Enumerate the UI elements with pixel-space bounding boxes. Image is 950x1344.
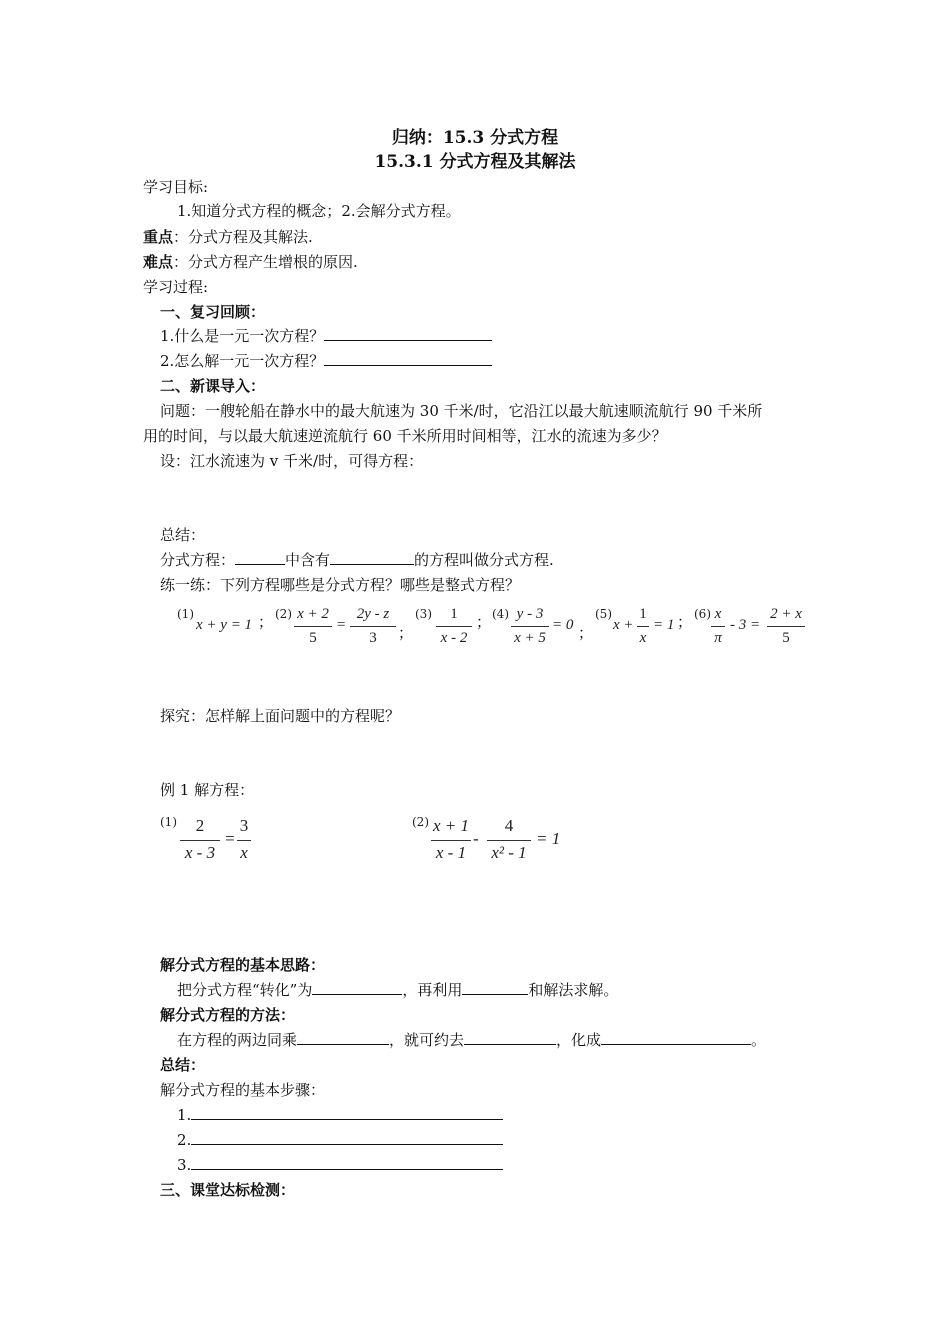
practice-eq4-bar bbox=[511, 626, 549, 627]
practice-eq2-eq: = bbox=[336, 617, 347, 633]
example-eq1-num-right: 3 bbox=[239, 816, 249, 835]
idea-part-2: ，再利用 bbox=[402, 981, 463, 999]
practice-eq6-den-left: π bbox=[714, 630, 722, 646]
summary2-heading: 总结： bbox=[160, 1056, 206, 1074]
example-eq2-label: (2) bbox=[412, 815, 429, 829]
example-eq1-bar-right bbox=[237, 840, 251, 841]
idea-text bbox=[177, 979, 618, 1001]
method-part-3: ，化成 bbox=[556, 1031, 602, 1049]
def-blank-1 bbox=[235, 550, 285, 565]
review-q2-blank bbox=[324, 351, 492, 366]
practice-eq2-bar-right bbox=[350, 626, 396, 627]
practice-eq5-den: x bbox=[639, 630, 647, 646]
step-2-num: 2. bbox=[177, 1131, 192, 1149]
example-eq1-den-right: x bbox=[240, 843, 248, 862]
title-line-2: 15.3.1 分式方程及其解法 bbox=[374, 152, 576, 172]
practice-eq2-sep: ； bbox=[398, 624, 414, 642]
practice-text: 练一练：下列方程哪些是分式方程？哪些是整式方程？ bbox=[160, 576, 521, 594]
practice-eq6-num-left: x bbox=[714, 606, 722, 622]
def-part-2: 中含有 bbox=[285, 551, 331, 569]
example-eq2-rhs: = 1 bbox=[536, 829, 561, 848]
practice-eq2-bar-left bbox=[294, 626, 332, 627]
idea-blank-2 bbox=[462, 980, 528, 995]
idea-heading: 解分式方程的基本思路： bbox=[160, 956, 326, 974]
def-part-1: 分式方程： bbox=[160, 551, 236, 569]
review-q2-text: 2.怎么解一元一次方程？ bbox=[160, 352, 325, 370]
step-3-blank bbox=[191, 1155, 503, 1170]
example-eq2-den-left: x - 1 bbox=[435, 843, 467, 862]
practice-eq5-label: (5) bbox=[595, 607, 612, 621]
step-1-blank bbox=[191, 1105, 503, 1120]
example-eq2-bar-left bbox=[431, 840, 471, 841]
idea-blank-1 bbox=[312, 980, 402, 995]
example-eq1-eq: = bbox=[224, 829, 236, 848]
practice-eq6-den-right: 5 bbox=[782, 630, 790, 646]
review-q1-text: 1.什么是一元一次方程？ bbox=[160, 327, 325, 345]
practice-eq2-num-right: 2y - z bbox=[356, 606, 390, 622]
goals-label: 学习目标: bbox=[143, 178, 209, 196]
idea-part-1: 把分式方程“转化”为 bbox=[177, 981, 313, 999]
practice-eq4-label: (4) bbox=[492, 607, 509, 621]
method-blank-2 bbox=[464, 1030, 556, 1045]
practice-eq6-bar-left bbox=[711, 626, 725, 627]
practice-eq1-expr: x + y = 1 bbox=[196, 617, 253, 633]
problem-line-2: 用的时间，与以最大航速逆流航行 60 千米所用时间相等，江水的流速为多少？ bbox=[143, 427, 667, 445]
def-blank-2 bbox=[330, 550, 414, 565]
example-eq1-bar-left bbox=[180, 840, 220, 841]
practice-eq3-label: (3) bbox=[415, 607, 432, 621]
example-eq2-num-right: 4 bbox=[504, 816, 514, 835]
difficulty-text: ：分式方程产生增根的原因. bbox=[173, 253, 358, 271]
example-eq1-num-left: 2 bbox=[195, 816, 205, 835]
difficulty-label: 难点 bbox=[143, 253, 174, 271]
step-3 bbox=[177, 1154, 503, 1176]
method-part-1: 在方程的两边同乘 bbox=[177, 1031, 298, 1049]
explore-text: 探究：怎样解上面问题中的方程呢？ bbox=[160, 707, 401, 725]
example-eq1-label: (1) bbox=[160, 815, 177, 829]
practice-eq5-rhs: = 1 bbox=[653, 617, 675, 633]
process-label: 学习过程: bbox=[143, 278, 209, 296]
key-point bbox=[143, 226, 313, 248]
practice-eq1-sep: ； bbox=[258, 613, 274, 631]
review-q1 bbox=[160, 325, 492, 347]
practice-eq6-mid: - 3 = bbox=[730, 617, 761, 633]
difficulty bbox=[143, 251, 358, 273]
example-eq2-den-right: x² - 1 bbox=[491, 843, 527, 862]
goals-text: 1.知道分式方程的概念；2.会解分式方程。 bbox=[177, 202, 461, 220]
summary1-label: 总结： bbox=[160, 526, 206, 544]
practice-eq2-num-left: x + 2 bbox=[297, 606, 329, 622]
practice-eq1-label: (1) bbox=[177, 607, 194, 621]
method-part-4: 。 bbox=[751, 1031, 767, 1049]
step-1 bbox=[177, 1104, 503, 1126]
method-part-2: ，就可约去 bbox=[389, 1031, 465, 1049]
review-q2 bbox=[160, 350, 492, 372]
review-q1-blank bbox=[324, 326, 492, 341]
problem-setup: 设：江水流速为 v 千米/时，可得方程： bbox=[160, 452, 424, 470]
example-eq2-num-left: x + 1 bbox=[432, 816, 470, 835]
practice-eq2-den-right: 3 bbox=[369, 630, 377, 646]
step-2 bbox=[177, 1129, 503, 1151]
method-text bbox=[177, 1029, 766, 1051]
title-line-1: 归纳：15.3 分式方程 bbox=[391, 128, 559, 148]
example-eq2-bar-right bbox=[487, 840, 531, 841]
key-point-text: ：分式方程及其解法. bbox=[173, 228, 313, 246]
practice-eq2-label: (2) bbox=[275, 607, 292, 621]
practice-eq6-num-right: 2 + x bbox=[770, 606, 802, 622]
review-heading: 一、复习回顾： bbox=[160, 303, 266, 321]
example-eq2-minus: - bbox=[473, 829, 479, 848]
practice-eq4-rhs: = 0 bbox=[552, 617, 574, 633]
practice-eq3-den: x - 2 bbox=[440, 630, 468, 646]
practice-eq5-num: 1 bbox=[639, 606, 647, 622]
key-point-label: 重点 bbox=[143, 228, 174, 246]
idea-part-3: 和解法求解。 bbox=[528, 981, 619, 999]
summary1-definition bbox=[160, 549, 554, 571]
practice-eq3-bar bbox=[436, 626, 472, 627]
practice-eq6-label: (6) bbox=[694, 607, 711, 621]
def-part-3: 的方程叫做分式方程. bbox=[414, 551, 554, 569]
new-lesson-heading: 二、新课导入： bbox=[160, 377, 266, 395]
method-blank-1 bbox=[297, 1030, 389, 1045]
step-3-num: 3. bbox=[177, 1156, 192, 1174]
example-eq1-den-left: x - 3 bbox=[184, 843, 216, 862]
example-text: 例 1 解方程： bbox=[160, 781, 255, 799]
method-heading: 解分式方程的方法： bbox=[160, 1006, 296, 1024]
test-heading: 三、课堂达标检测： bbox=[160, 1181, 296, 1199]
practice-eq5-bar bbox=[637, 626, 649, 627]
step-2-blank bbox=[191, 1130, 503, 1145]
practice-eq2-den-left: 5 bbox=[309, 630, 317, 646]
practice-eq4-den: x + 5 bbox=[514, 630, 546, 646]
summary2-text: 解分式方程的基本步骤： bbox=[160, 1081, 326, 1099]
method-blank-3 bbox=[601, 1030, 751, 1045]
practice-eq4-sep: ； bbox=[578, 624, 594, 642]
practice-eq4-num: y - 3 bbox=[516, 606, 544, 622]
step-1-num: 1. bbox=[177, 1106, 192, 1124]
problem-line-1: 问题：一艘轮船在静水中的最大航速为 30 千米/时，它沿江以最大航速顺流航行 90 千米所 bbox=[160, 402, 763, 420]
practice-eq5-sep: ； bbox=[677, 613, 693, 631]
practice-eq3-num: 1 bbox=[450, 606, 458, 622]
practice-eq3-sep: ； bbox=[476, 613, 492, 631]
practice-eq6-bar-right bbox=[767, 626, 805, 627]
practice-eq5-lhs: x + bbox=[613, 617, 634, 633]
